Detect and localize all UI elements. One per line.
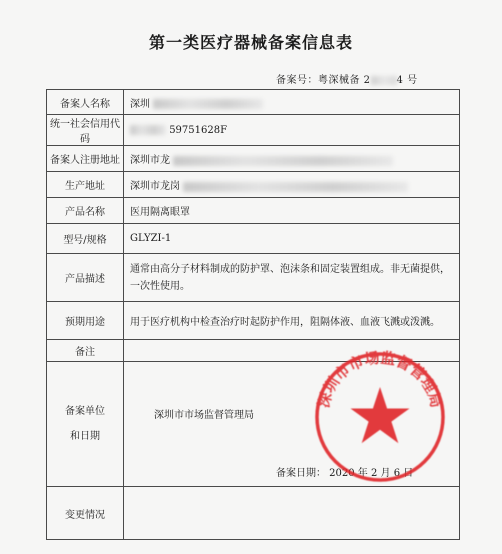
- row-registrant-name: [47, 90, 460, 115]
- filing-unit-label: [47, 362, 124, 487]
- row-changes: [47, 487, 460, 540]
- registered-address-cell: [124, 146, 460, 172]
- credit-code-value: 59751628F: [169, 124, 228, 136]
- filing-unit-label-line1: 备案单位: [65, 406, 105, 417]
- document-title: 第一类医疗器械备案信息表: [148, 33, 353, 52]
- description-label: 产品描述: [47, 254, 124, 302]
- record-number: [276, 71, 466, 86]
- registrant-name-value: 深圳: [130, 98, 150, 110]
- redaction-blur: [183, 182, 408, 192]
- product-name-label: 产品名称: [47, 198, 124, 224]
- intended-use-label: 预期用途: [47, 302, 124, 340]
- changes-label: 变更情况: [47, 487, 124, 540]
- redaction-blur: [130, 125, 166, 135]
- registrant-name-cell: [124, 90, 460, 115]
- row-credit-code: [47, 115, 460, 146]
- description-value: 通常由高分子材料制成的防护罩、泡沫条和固定装置组成。非无菌提供，一次性使用。: [124, 254, 460, 302]
- record-number-suffix: 4 号: [396, 75, 418, 86]
- seal-star-icon: [351, 387, 410, 443]
- redaction-blur: [173, 156, 393, 166]
- redaction-blur: [153, 99, 263, 109]
- model-label: 型号/规格: [47, 224, 124, 254]
- remarks-label: 备注: [47, 340, 124, 362]
- intended-use-value: 用于医疗机构中检查治疗时起防护作用，阻隔体液、血液飞溅或泼溅。: [124, 302, 460, 340]
- row-product-name: [47, 198, 460, 224]
- changes-value: [124, 487, 460, 540]
- row-registered-address: [47, 146, 460, 172]
- registrant-name-label: 备案人名称: [47, 90, 124, 115]
- credit-code-cell: [124, 115, 460, 146]
- production-address-label: 生产地址: [47, 172, 124, 198]
- product-name-value: 医用隔离眼罩: [124, 198, 460, 224]
- seal-text: 深圳市市场监督管理局: [314, 349, 446, 410]
- row-description: [47, 254, 460, 302]
- record-number-prefix: 备案号：粤深械备 2: [276, 75, 371, 86]
- filing-unit-label-line2: 和日期: [70, 431, 100, 442]
- row-production-address: [47, 172, 460, 198]
- filing-date: 备案日期： 2020 年 2 月 6 日: [276, 468, 414, 479]
- production-address-cell: [124, 172, 460, 198]
- registered-address-label: 备案人注册地址: [47, 146, 124, 172]
- filing-org-name: 深圳市市场监督管理局: [154, 410, 254, 421]
- registered-address-value: 深圳市龙: [130, 155, 170, 166]
- production-address-value: 深圳市龙岗: [130, 181, 180, 192]
- model-value: GLYZI-1: [124, 224, 460, 254]
- credit-code-label: 统一社会信用代码: [47, 115, 124, 146]
- row-intended-use: [47, 302, 460, 340]
- official-seal: [310, 349, 450, 484]
- row-model: [47, 224, 460, 254]
- redaction-blur: [371, 76, 397, 85]
